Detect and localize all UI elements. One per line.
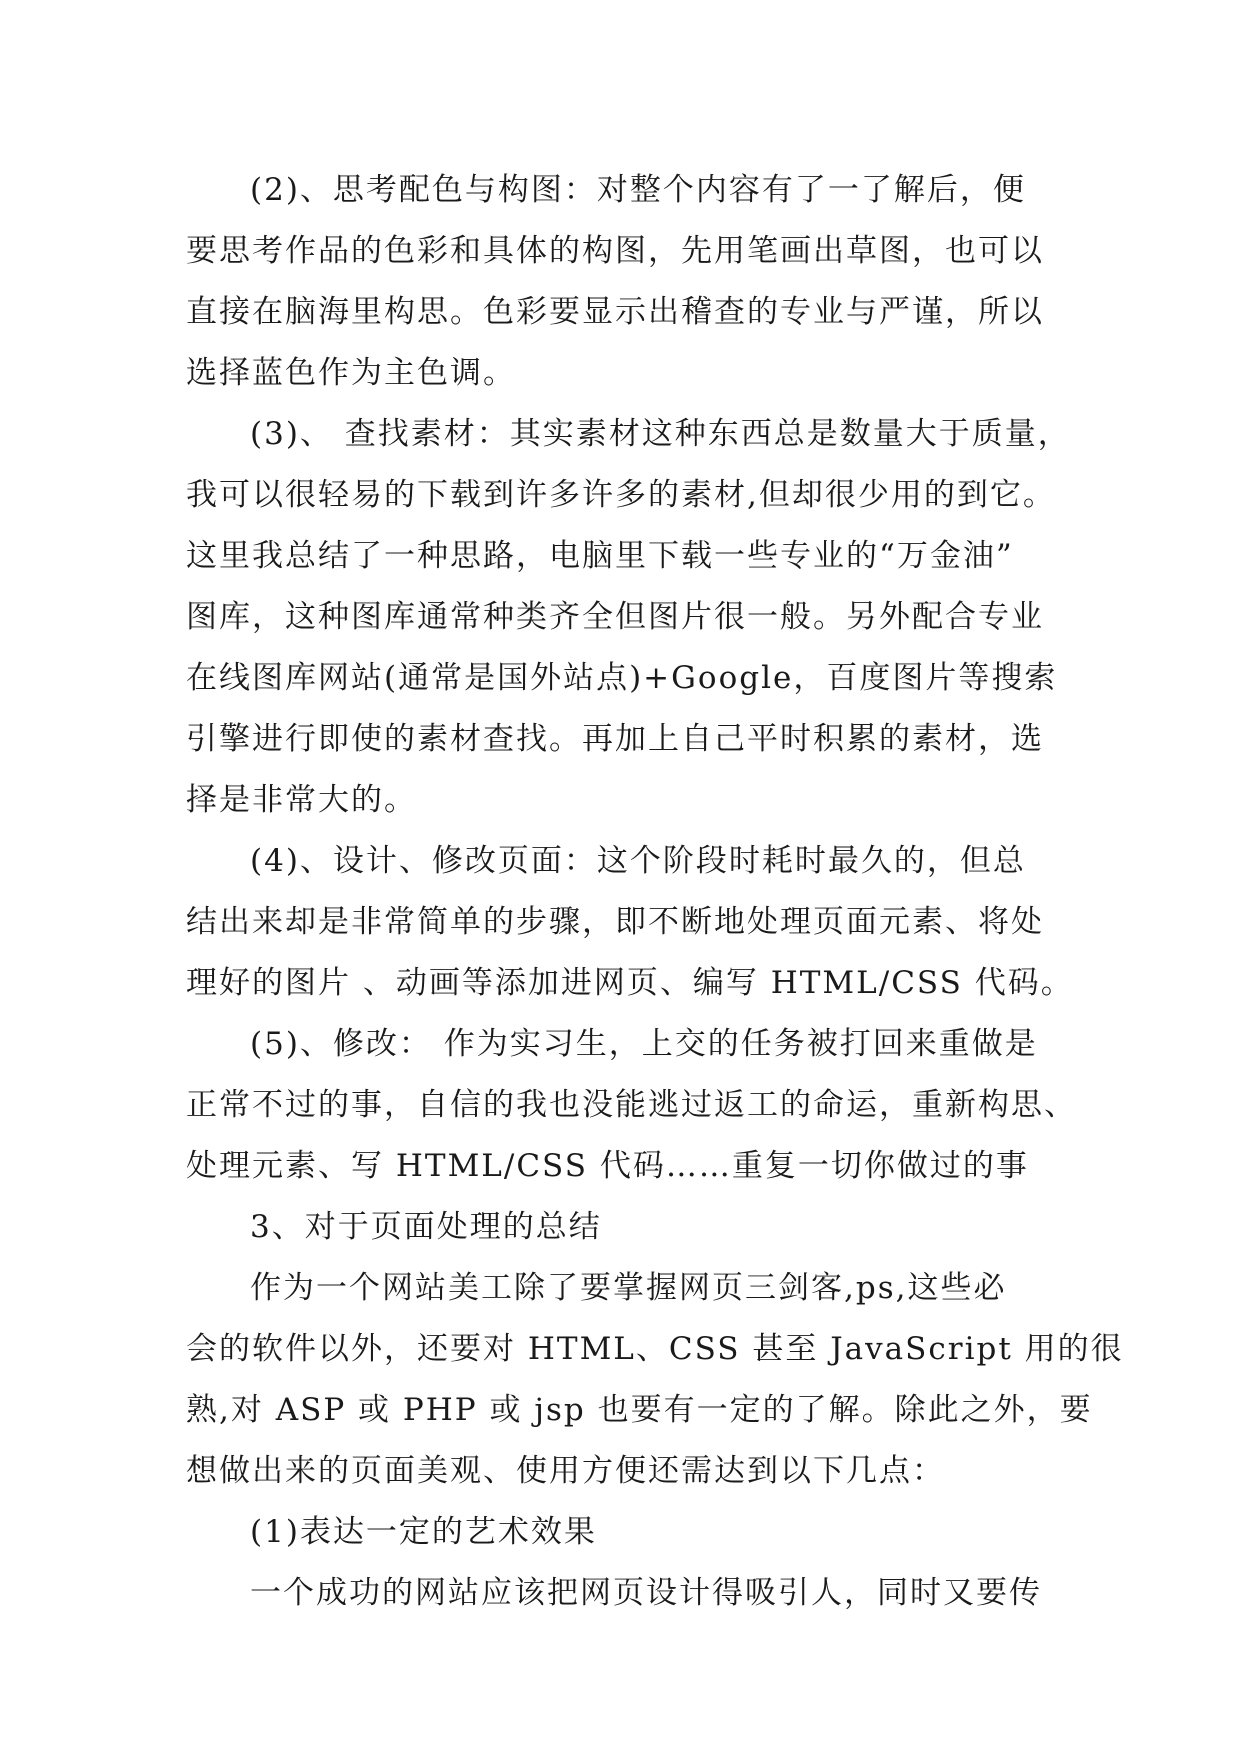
- text-line: 一个成功的网站应该把网页设计得吸引人，同时又要传: [250, 1575, 1042, 1611]
- text-line: 理好的图片 、动画等添加进网页、编写 HTML/CSS 代码。: [186, 965, 1074, 1001]
- paragraph-successful-site: [186, 1563, 1056, 1624]
- text-line: 作为一个网站美工除了要掌握网页三剑客,ps,这些必: [250, 1270, 1007, 1306]
- document-body: [186, 160, 1124, 1624]
- text-line: 想做出来的页面美观、使用方便还需达到以下几点：: [186, 1453, 945, 1489]
- text-line: (5)、修改： 作为实习生，上交的任务被打回来重做是: [250, 1026, 1038, 1062]
- text-line: 熟,对 ASP 或 PHP 或 jsp 也要有一定的了解。除此之外，要: [186, 1392, 1093, 1428]
- paragraph-find-materials: [186, 404, 1071, 831]
- text-line: (3)、 查找素材：其实素材这种东西总是数量大于质量，: [250, 416, 1071, 452]
- text-line: 引擎进行即使的素材查找。再加上自己平时积累的素材，选: [186, 721, 1044, 757]
- text-line: 3、对于页面处理的总结: [250, 1209, 602, 1245]
- paragraph-summary: [186, 1258, 1124, 1502]
- text-line: 直接在脑海里构思。色彩要显示出稽查的专业与严谨，所以: [186, 294, 1044, 330]
- subheading-art-effect: [186, 1502, 1056, 1563]
- text-line: 我可以很轻易的下载到许多许多的素材,但却很少用的到它。: [186, 477, 1056, 513]
- text-line: 在线图库网站(通常是国外站点)+Google，百度图片等搜索: [186, 660, 1058, 696]
- paragraph-revise: [186, 1014, 1077, 1197]
- text-line: 正常不过的事，自信的我也没能逃过返工的命运，重新构思、: [186, 1087, 1077, 1123]
- text-line: 处理元素、写 HTML/CSS 代码……重复一切你做过的事: [186, 1148, 1029, 1184]
- text-line: (2)、思考配色与构图：对整个内容有了一了解后，便: [250, 172, 1026, 208]
- text-line: (4)、设计、修改页面：这个阶段时耗时最久的，但总: [250, 843, 1026, 879]
- text-line: 结出来却是非常简单的步骤，即不断地处理页面元素、将处: [186, 904, 1044, 940]
- paragraph-color-composition: [186, 160, 1056, 404]
- text-line: 要思考作品的色彩和具体的构图，先用笔画出草图，也可以: [186, 233, 1044, 269]
- text-line: 图库，这种图库通常种类齐全但图片很一般。另外配合专业: [186, 599, 1044, 635]
- text-line: (1)表达一定的艺术效果: [250, 1514, 597, 1550]
- text-line: 会的软件以外，还要对 HTML、CSS 甚至 JavaScript 用的很: [186, 1331, 1124, 1367]
- section-heading: [186, 1197, 1056, 1258]
- paragraph-design-modify: [186, 831, 1074, 1014]
- text-line: 这里我总结了一种思路，电脑里下载一些专业的“万金油”: [186, 538, 1014, 574]
- text-line: 择是非常大的。: [186, 782, 417, 818]
- text-line: 选择蓝色作为主色调。: [186, 355, 516, 391]
